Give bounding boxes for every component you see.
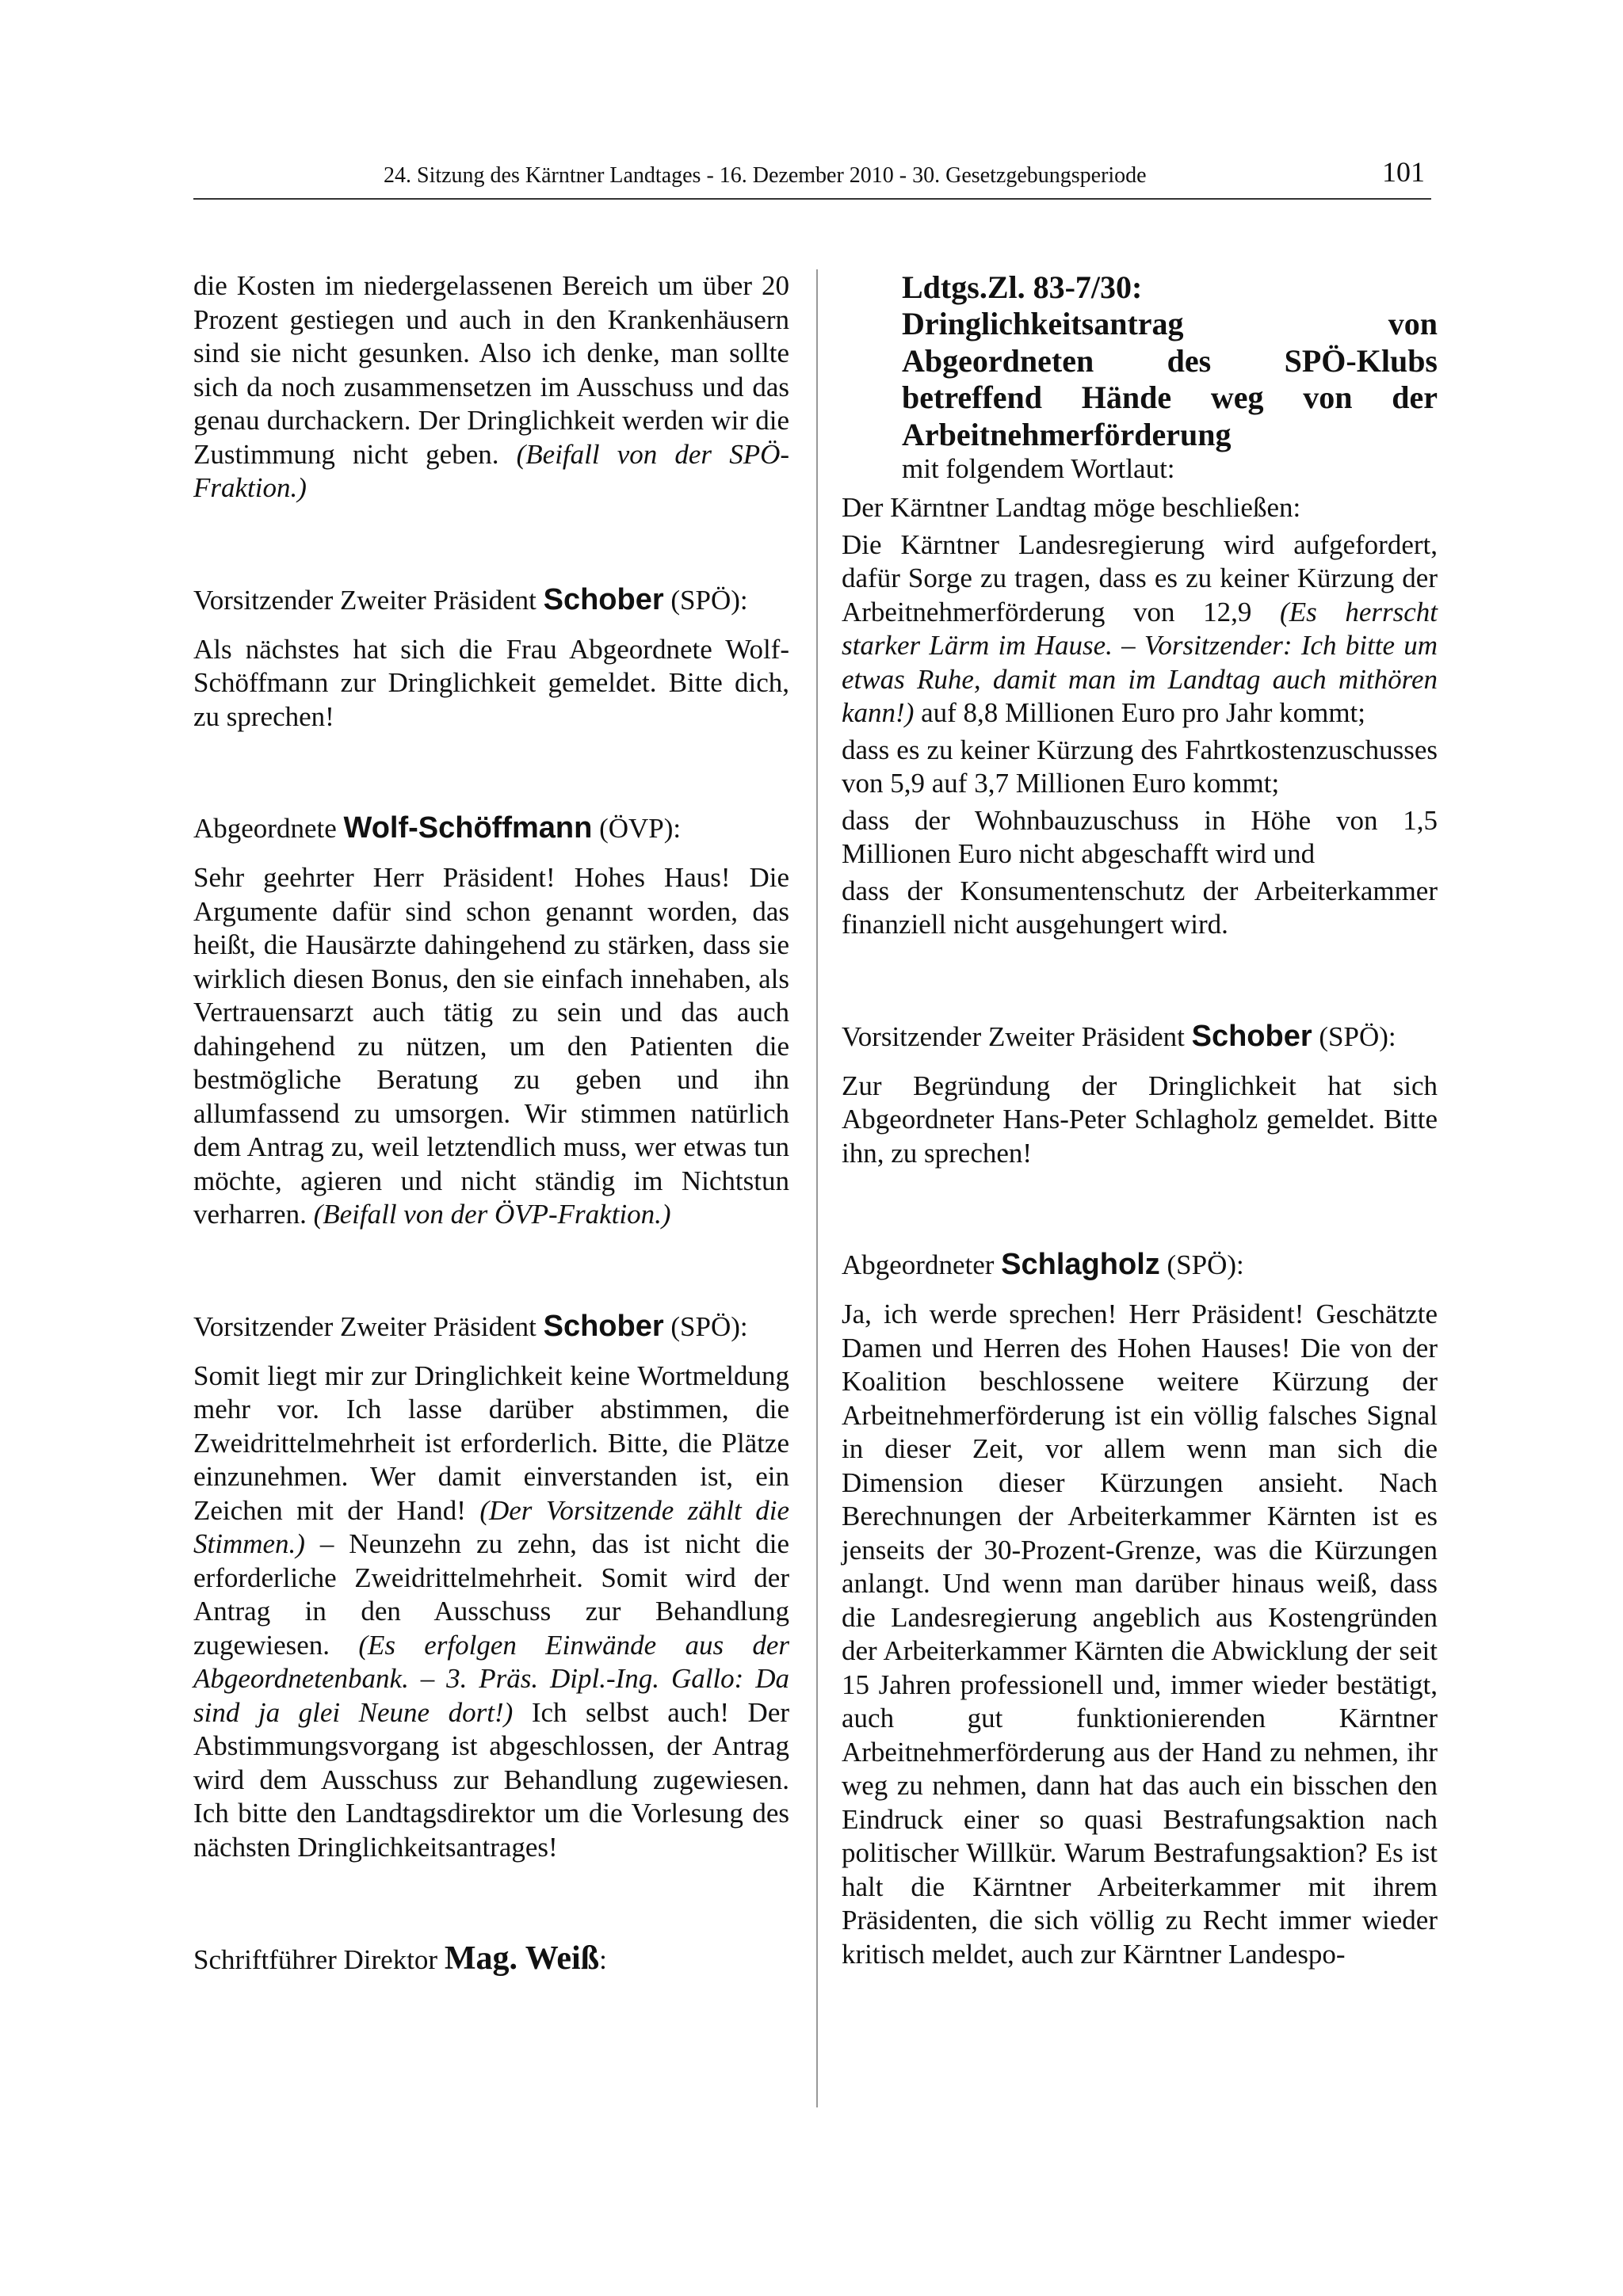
paragraph: Der Kärntner Landtag möge beschließen:	[842, 492, 1301, 523]
stage-direction: (Es herrscht starker Lärm im Hause. – Vorsitzender: Ich bitte um etwas Ruhe, damit man im Landtag auch mithören kann!)	[842, 596, 1438, 728]
speaker-role: Vorsitzender Zweiter Präsident	[842, 1020, 1185, 1052]
paragraph: dass der Konsumentenschutz der Arbeiterkammer finanziell nicht ausgehungert wird.	[842, 875, 1438, 940]
speaker-party: (SPÖ):	[1319, 1020, 1396, 1052]
speaker-name: Schober	[543, 582, 664, 616]
speaker-party: (SPÖ):	[670, 1310, 748, 1342]
speaker-name: Wolf-Schöffmann	[343, 811, 593, 845]
speaker-role: Schriftführer Direktor	[193, 1944, 438, 1975]
speaker-line	[193, 583, 789, 617]
page-header	[193, 155, 1431, 200]
speaker-party: (SPÖ):	[1167, 1249, 1244, 1280]
session-title: 24. Sitzung des Kärntner Landtages - 16. Dezember 2010 - 30. Gesetzgebungsperiode	[384, 163, 1147, 188]
speaker-line	[842, 1020, 1438, 1054]
motion-title: Dringlichkeitsantrag von Abgeordneten des SPÖ-Klubs betreffend Hände weg von der Arbeitnehmerförderung	[902, 306, 1438, 452]
speaker-party: (ÖVP):	[599, 813, 682, 844]
stage-direction: (Beifall von der ÖVP-Fraktion.)	[313, 1199, 671, 1230]
speaker-role: Vorsitzender Zweiter Präsident	[193, 584, 537, 616]
right-column	[842, 269, 1438, 1971]
speaker-line	[193, 1310, 789, 1344]
paragraph-text: Sehr geehrter Herr Präsident! Hohes Haus! Die Argumente dafür sind schon genannt worden, das heißt, die Hausärzte dahingehend zu stärken, dass sie wirklich diesen Bonus, den sie einfach innehaben, als Vertrauensarzt auch tätig zu sein und das auch dahingehend zu nützen, um den Patienten die bestmögliche Beratung zu geben und ihn allumfassend zu umsorgen. Wir stimmen natürlich dem Antrag zu, weil letztendlich muss, wer etwas tun möchte, agieren und nicht ständig im Nichtstun verharren.	[193, 862, 789, 1230]
stage-direction: (Beifall von der SPÖ-Fraktion.)	[193, 438, 790, 503]
paragraph-text: Die Kärntner Landesregierung wird aufgefordert, dafür Sorge zu tragen, dass es zu keiner Kürzung der Arbeitnehmerförderung von 12,9	[842, 528, 1438, 627]
paragraph: Ja, ich werde sprechen! Herr Präsident! Geschätzte Damen und Herren des Hohen Hauses! Die von der Koalition beschlossene weitere Kürzung der Arbeitnehmerförderung ist ein völlig falsches Signal in dieser Zeit, vor allem wenn man sich die Dimension dieser Kürzungen ansieht. Nach Berechnungen der Arbeiterkammer Kärnten ist es jenseits der 30-Prozent-Grenze, was die Kürzungen anlangt. Und wenn man darüber hinaus weiß, dass die Landesregierung angeblich aus Kostengründen der Arbeiterkammer Kärnten die Abwicklung der seit 15 Jahren professionell und, immer wieder bestätigt, auch gut funktionierenden Kärntner Arbeitnehmerförderung aus der Hand zu nehmen, ihr weg zu nehmen, dann hat das auch ein bisschen den Eindruck einer so quasi Bestrafungsaktion nach politischer Willkür. Warum Bestrafungsaktion? Es ist halt die Kärntner Arbeiterkammer mit ihrem Präsidenten, die sich völlig zu Recht immer wieder kritisch meldet, auch zur Kärntner Landespo-	[842, 1299, 1438, 1970]
paragraph	[193, 1360, 789, 1865]
speaker-role: Vorsitzender Zweiter Präsident	[193, 1310, 537, 1342]
paragraph: dass es zu keiner Kürzung des Fahrtkostenzuschusses von 5,9 auf 3,7 Millionen Euro kommt;	[842, 734, 1438, 799]
speaker-name: Schober	[1191, 1019, 1312, 1053]
speaker-name: Mag. Weiß	[444, 1940, 600, 1977]
left-column	[193, 269, 789, 1977]
paragraph-text: Somit liegt mir zur Dringlichkeit keine Wortmeldung mehr vor. Ich lasse darüber abstimmen, die Zweidrittelmehrheit ist erforderlich. Bitte, die Plätze einzunehmen. Wer damit einverstanden ist, ein Zeichen mit der Hand!	[193, 1360, 789, 1526]
paragraph: dass der Wohnbauzuschuss in Höhe von 1,5 Millionen Euro nicht abgeschafft wird und	[842, 804, 1438, 869]
stage-direction: (Der Vorsitzende zählt die Stimmen.)	[193, 1494, 789, 1559]
stage-direction: (Es erfolgen Einwände aus der Abgeordnetenbank. – 3. Präs. Dipl.-Ing. Gallo: Da sind ja glei Neune dort!)	[193, 1629, 790, 1728]
speaker-role: Abgeordneter	[842, 1249, 995, 1280]
paragraph-text: auf 8,8 Millionen Euro pro Jahr kommt;	[921, 697, 1365, 728]
speaker-line	[842, 1248, 1438, 1282]
page-number: 101	[1382, 156, 1425, 188]
motion-subtitle: mit folgendem Wortlaut:	[902, 453, 1175, 484]
speaker-role: Abgeordnete	[193, 813, 337, 844]
paragraph-text: Ich selbst auch! Der Abstimmungsvorgang ist abgeschlossen, der Antrag wird dem Ausschuss zur Behandlung zugewiesen. Ich bitte den Landtagsdirektor um die Vorlesung des nächsten Dringlichkeitsantrages!	[193, 1696, 790, 1863]
paragraph	[842, 528, 1438, 730]
column-divider	[816, 269, 818, 2107]
speaker-name: Schlagholz	[1001, 1248, 1160, 1281]
speaker-name: Schober	[543, 1309, 664, 1343]
paragraph-text: die Kosten im niedergelassenen Bereich um über 20 Prozent gestiegen und auch in den Krankenhäusern sind sie nicht gesunken. Also ich denke, man sollte sich da noch zusammensetzen im Ausschuss und das genau durchackern. Der Dringlichkeit werden wir die Zustimmung nicht geben.	[193, 270, 789, 470]
motion-heading	[842, 269, 1438, 485]
speaker-line	[193, 811, 789, 845]
speaker-line	[193, 1942, 789, 1977]
motion-reference: Ldtgs.Zl. 83-7/30:	[902, 269, 1143, 305]
speaker-party: (SPÖ):	[670, 584, 748, 616]
paragraph	[193, 269, 789, 505]
paragraph-text: – Neunzehn zu zehn, das ist nicht die erforderliche Zweidrittelmehrheit. Somit wird der Antrag in den Ausschuss zur Behandlung zugewiesen.	[193, 1528, 790, 1661]
paragraph: Als nächstes hat sich die Frau Abgeordnete Wolf-Schöffmann zur Dringlichkeit gemeldet. Bitte dich, zu sprechen!	[193, 633, 789, 732]
paragraph: Zur Begründung der Dringlichkeit hat sich Abgeordneter Hans-Peter Schlagholz gemeldet. Bitte ihn, zu sprechen!	[842, 1070, 1438, 1169]
paragraph	[193, 861, 789, 1232]
speaker-party: :	[599, 1944, 607, 1975]
